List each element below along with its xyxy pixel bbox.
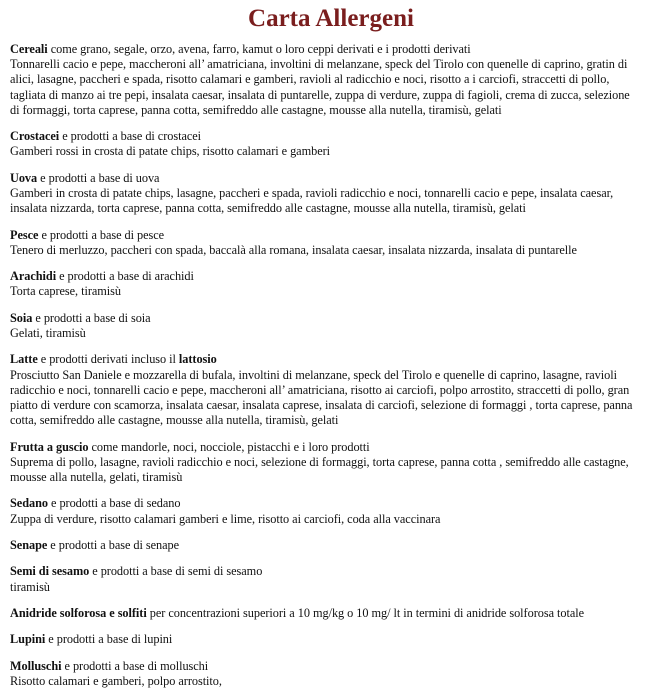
allergen-description: e prodotti a base di sedano	[47, 496, 181, 511]
allergen-section	[10, 440, 642, 486]
allergen-section	[10, 632, 642, 647]
allergen-document	[10, 4, 642, 700]
allergen-name-secondary: lattosio	[178, 352, 217, 367]
allergen-section	[10, 269, 642, 299]
allergen-food-list: Tenero di merluzzo, paccheri con spada, baccalà alla romana, insalata caesar, insalata nizzarda, insalata di puntarelle	[10, 242, 577, 257]
allergen-section	[10, 228, 642, 258]
allergen-heading	[10, 440, 642, 455]
allergen-heading	[10, 171, 642, 186]
allergen-heading	[10, 352, 642, 367]
allergen-section	[10, 659, 642, 689]
allergen-description: come mandorle, noci, nocciole, pistacchi e i loro prodotti	[88, 439, 370, 454]
allergen-heading	[10, 606, 642, 621]
allergen-name: Pesce	[10, 227, 39, 242]
allergen-section	[10, 171, 642, 217]
allergen-food-list: Gamberi in crosta di patate chips, lasagne, paccheri e spada, ravioli radicchio e noci, tonnarelli cacio e pepe, insalata caesar, insalata nizzarda, torta caprese, panna cotta, semifreddo alle castagne, mousse alla nutella, tiramisù, gelati	[10, 186, 614, 216]
allergen-food-list: Zuppa di verdure, risotto calamari gamberi e lime, risotto ai carciofi, coda alla vaccinara	[10, 511, 441, 526]
allergen-food-list: Gelati, tiramisù	[10, 325, 86, 340]
allergen-description: e prodotti a base di pesce	[38, 227, 165, 242]
allergen-section	[10, 538, 642, 553]
allergen-heading	[10, 42, 642, 57]
allergen-food-list: Risotto calamari e gamberi, polpo arrostito,	[10, 673, 222, 688]
allergen-name: Cereali	[10, 42, 48, 56]
allergen-description: e prodotti a base di crostacei	[59, 129, 202, 144]
allergen-description: e prodotti a base di senape	[47, 537, 180, 552]
allergen-name: Lupini	[10, 632, 46, 647]
allergen-section	[10, 352, 642, 428]
allergen-name: Crostacei	[10, 129, 60, 144]
allergen-name: Semi di sesamo	[10, 564, 90, 579]
allergen-name: Uova	[10, 170, 38, 185]
allergen-name: Anidride solforosa e solfiti	[10, 605, 147, 620]
allergen-heading	[10, 269, 642, 284]
allergen-heading	[10, 538, 642, 553]
allergen-description: e prodotti a base di molluschi	[61, 658, 209, 673]
page-title: Carta Allergeni	[248, 5, 414, 32]
allergen-description: e prodotti a base di semi di sesamo	[89, 564, 263, 579]
allergen-description: come grano, segale, orzo, avena, farro, kamut o loro ceppi derivati e i prodotti derivati	[47, 42, 471, 56]
allergen-section	[10, 42, 642, 118]
allergen-name: Molluschi	[10, 658, 62, 673]
allergen-section	[10, 564, 642, 594]
allergen-heading	[10, 632, 642, 647]
allergen-section	[10, 311, 642, 341]
allergen-description: per concentrazioni superiori a 10 mg/kg o 10 mg/ lt in termini di anidride solforosa totale	[146, 605, 585, 620]
allergen-name: Arachidi	[10, 269, 57, 284]
allergen-heading	[10, 496, 642, 511]
allergen-name: Soia	[10, 310, 33, 325]
allergen-description: e prodotti a base di arachidi	[56, 269, 194, 284]
allergen-name: Sedano	[10, 496, 48, 511]
allergen-food-list: tiramisù	[10, 579, 50, 594]
allergen-name: Latte	[10, 352, 38, 367]
allergen-name: Senape	[10, 537, 48, 552]
allergen-food-list: Tonnarelli cacio e pepe, maccheroni all’ amatriciana, involtini di melanzane, speck del Tirolo con quenelle di caprino, gratin di alici, lasagne, paccheri e spada, risotto calamari e gamberi, ravioli al radicchio e noci, risotto a i carciofi, straccetti di pollo, tagliata di manzo ai tre pepi, insalata caesar, insalata di puntarelle, zuppa di verdure, zuppa di fagioli, crema di zucca, selezione di formaggi, torta caprese, panna cotta, semifreddo alle castagne, mousse alla nutella, tiramisù, gelati	[10, 57, 630, 117]
allergen-description: e prodotti a base di lupini	[45, 632, 173, 647]
allergen-list	[10, 42, 642, 689]
allergen-description: e prodotti a base di soia	[32, 310, 151, 325]
allergen-food-list: Prosciutto San Daniele e mozzarella di bufala, involtini di melanzane, speck del Tirolo e quenelle di caprino, lasagne, ravioli radicchio e noci, tonnarelli cacio e pepe, maccheroni all’ amatriciana, risotto ai carciofi, polpo arrostito, straccetti di pollo, gran piatto di verdure con scamorza, insalata caesar, insalata caprese, insalata di carciofi, selezione di formaggi , torta caprese, panna cotta, semifreddo alle castagne, mousse alla nutella, tiramisù, gelati	[10, 367, 633, 428]
allergen-food-list: Gamberi rossi in crosta di patate chips, risotto calamari e gamberi	[10, 144, 331, 159]
allergen-section	[10, 129, 642, 159]
allergen-food-list: Torta caprese, tiramisù	[10, 284, 122, 299]
allergen-heading	[10, 311, 642, 326]
allergen-name: Frutta a guscio	[10, 439, 89, 454]
allergen-description: e prodotti derivati incluso il	[37, 352, 179, 367]
allergen-description: e prodotti a base di uova	[37, 170, 160, 185]
allergen-food-list: Suprema di pollo, lasagne, ravioli radicchio e noci, selezione di formaggi, torta caprese, panna cotta , semifreddo alle castagne, mousse alla nutella, gelati, tiramisù	[10, 454, 629, 484]
allergen-section	[10, 606, 642, 621]
allergen-heading	[10, 564, 642, 579]
allergen-heading	[10, 129, 642, 144]
allergen-heading	[10, 228, 642, 243]
allergen-heading	[10, 659, 642, 674]
allergen-section	[10, 496, 642, 526]
